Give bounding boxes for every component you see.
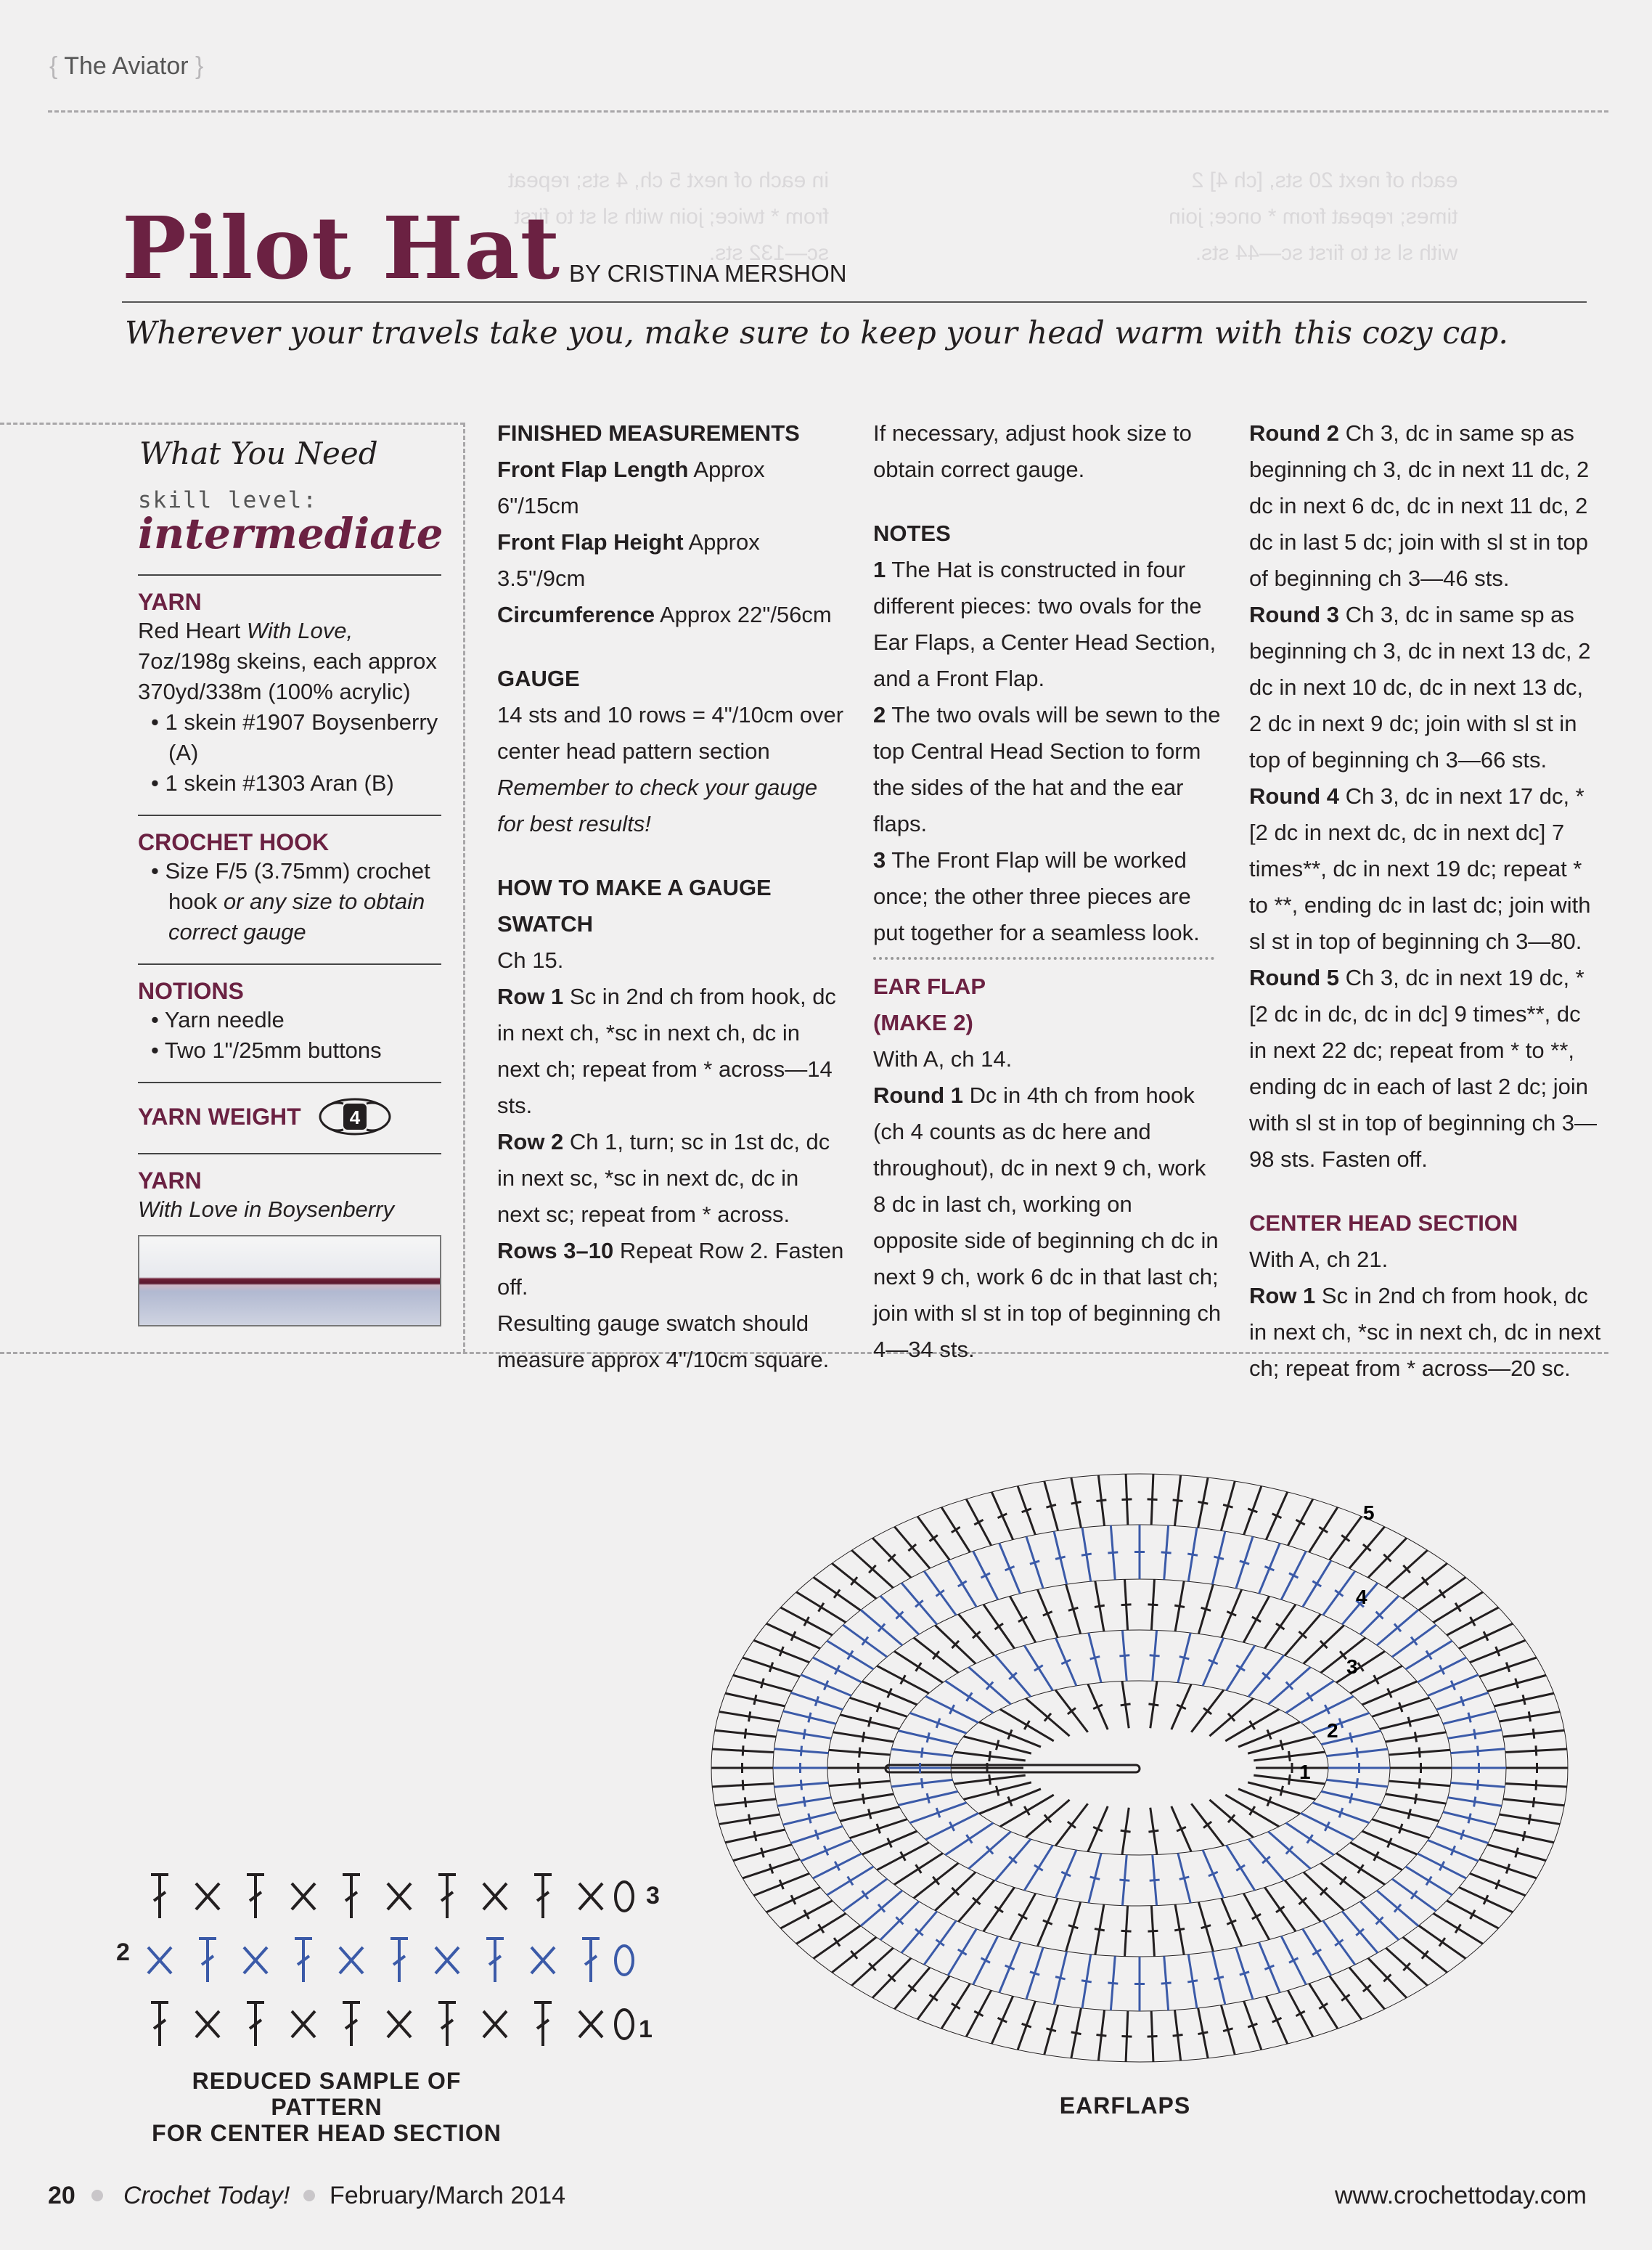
dc-bar: [1173, 1500, 1183, 1501]
gauge-text: 14 sts and 10 rows = 4"/10cm over center head pattern section: [497, 702, 844, 764]
dc-bar: [1179, 1877, 1190, 1879]
yarn-weight-row: [138, 1096, 441, 1137]
divider: [138, 963, 441, 965]
row-label-1: 1: [639, 2015, 653, 2043]
dc-bar: [1148, 1830, 1158, 1832]
dc-stitch-symbol: [247, 1875, 264, 1918]
dc-bar: [1108, 1552, 1118, 1553]
ear-flap-heading: EAR FLAP: [873, 974, 986, 999]
round-label-3: 3: [1346, 1655, 1358, 1678]
dc-bar: [1068, 1607, 1078, 1610]
dc-bar: [1055, 1557, 1066, 1559]
dc-bar: [869, 1809, 871, 1819]
dc-stitch-symbol: [486, 1939, 504, 1982]
ear-flap-subheading: (MAKE 2): [873, 1010, 973, 1035]
dc-bar: [966, 1692, 972, 1701]
front-flap-length: Front Flap Length Approx 6"/15cm: [497, 457, 765, 518]
dc-stitch-symbol: [534, 2002, 552, 2046]
dc-bar: [1399, 1824, 1402, 1833]
dc-bar: [1030, 1561, 1039, 1564]
swatch-row-1: Row 1 Sc in 2nd ch from hook, dc in next ch, *sc in next ch, dc in next ch; repeat from * across—14 sts.: [497, 984, 836, 1118]
what-you-need-heading: What You Need: [139, 436, 378, 471]
page-number: 20: [48, 2182, 75, 2209]
dc-bar: [1468, 1814, 1471, 1824]
dc-bar: [1506, 1864, 1509, 1873]
round-label-4: 4: [1356, 1586, 1367, 1608]
gauge-heading: GAUGE: [497, 666, 580, 691]
ear-flap-round-2: Round 2 Ch 3, dc in same sp as beginning ch 3, dc in next 11 dc, 2 dc in next 6 dc, dc in next 11 dc, 2 dc in last 5 dc; join with sl st in top of beginning ch 3—46 sts.: [1249, 420, 1590, 591]
skill-level-label: skill level:: [138, 487, 318, 513]
subtitle: Wherever your travels take you, make sure to keep your head warm with this cozy cap.: [125, 315, 1509, 351]
ear-flap-round-4: Round 4 Ch 3, dc in next 17 dc, *[2 dc in next dc, dc in next dc] 7 times**, dc in next 19 dc; repeat * to **, ending dc in last dc; join with sl st in top of beginning ch 3—80.: [1249, 783, 1591, 954]
dc-bar: [1289, 1751, 1291, 1761]
swatch-rows-3-10: Rows 3–10 Repeat Row 2. Fasten off.: [497, 1238, 844, 1300]
dc-bar: [1150, 1655, 1160, 1656]
crochet-hook-heading: CROCHET HOOK: [138, 829, 330, 855]
dc-bar: [769, 1663, 772, 1672]
center-head-heading: CENTER HEAD SECTION: [1249, 1210, 1518, 1236]
ear-flap-chain: With A, ch 14.: [873, 1046, 1013, 1072]
dc-bar: [1408, 1717, 1410, 1727]
dc-bar: [1223, 1504, 1232, 1507]
dc-bar: [1119, 1655, 1129, 1656]
dc-bar: [859, 1748, 860, 1758]
dc-bar: [862, 1891, 868, 1899]
dc-stitch-symbol: [390, 1939, 408, 1982]
dotted-divider: [873, 957, 1214, 960]
dc-bar: [769, 1864, 772, 1873]
dc-bar: [922, 1778, 923, 1788]
notions-bullet: • Yarn needle: [151, 1007, 285, 1032]
dc-bar: [809, 1814, 811, 1824]
dc-bar: [803, 1797, 805, 1807]
dc-bar: [966, 1835, 972, 1843]
dc-stitch-symbol: [247, 2002, 264, 2046]
dc-bar: [1187, 1554, 1198, 1555]
dc-stitch-symbol: [151, 1875, 168, 1918]
dc-bar: [1415, 1732, 1416, 1742]
dc-bar: [995, 1623, 1003, 1629]
sc-stitch-symbol: [292, 2011, 315, 2037]
dc-bar: [1536, 1780, 1537, 1790]
dc-stitch-symbol: [343, 1875, 360, 1918]
dc-bar: [1523, 1695, 1525, 1705]
column-rounds: [1249, 415, 1601, 1387]
dc-bar: [869, 1717, 871, 1727]
bleed-through-text: each of next 20 sts, [ch 4] 2 times; repeat from * once; join with sl st to first sc—44 sts.: [1169, 168, 1458, 265]
dc-bar: [1408, 1809, 1410, 1819]
column-measurements: [497, 415, 846, 1378]
row-label-2: 2: [116, 1939, 130, 1966]
dc-bar: [1121, 1830, 1131, 1832]
dc-bar: [748, 1814, 750, 1825]
round-label-1: 1: [1299, 1761, 1311, 1783]
sc-stitch-symbol: [436, 1947, 459, 1973]
turning-chain: [616, 1946, 633, 1975]
page-title: Pilot Hat: [122, 197, 561, 298]
sc-stitch-symbol: [340, 1947, 363, 1973]
dc-bar: [1081, 1981, 1092, 1982]
dc-bar: [936, 1940, 944, 1946]
website-url: www.crochettoday.com: [1334, 2182, 1587, 2209]
ear-flap-round-1: Round 1 Dc in 4th ch from hook (ch 4 counts as dc here and throughout), dc in next 9 ch, work 8 dc in last ch, working on opposite side of beginning ch dc in next 9 ch, work 6 dc in that last ch; join with sl st in top of beginning ch 4—34 sts.: [873, 1083, 1222, 1362]
sc-stitch-symbol: [483, 2011, 507, 2037]
dc-bar: [1198, 1501, 1209, 1504]
dc-bar: [1095, 1929, 1105, 1931]
dc-stitch-symbol: [295, 1939, 312, 1982]
sidebar-border-right: [463, 423, 465, 1353]
sc-stitch-symbol: [292, 1883, 315, 1909]
dc-bar: [1350, 1732, 1352, 1742]
dc-stitch-symbol: [438, 2002, 456, 2046]
dc-bar: [1280, 1786, 1283, 1796]
dc-bar: [1516, 1848, 1518, 1858]
dc-bar: [1439, 1589, 1445, 1597]
sc-stitch-symbol: [579, 1883, 602, 1909]
yarn-weight-icon: [317, 1096, 393, 1137]
dc-bar: [1529, 1711, 1530, 1721]
skill-level-value: intermediate: [138, 509, 443, 558]
sc-stitch-symbol: [388, 2011, 411, 2037]
hook-bullet: • Size F/5 (3.75mm) crochet hook or any size to obtain correct gauge: [151, 858, 430, 945]
dc-bar: [1174, 1605, 1185, 1607]
dc-bar: [1240, 1972, 1249, 1975]
dc-bar: [1174, 1929, 1185, 1931]
dc-bar: [1419, 1748, 1420, 1758]
dc-bar: [1335, 1940, 1343, 1946]
earflap-rounds: [711, 1474, 1568, 2062]
dc-bar: [996, 1786, 998, 1796]
dc-bar: [1095, 1605, 1105, 1607]
dc-bar: [1307, 1692, 1313, 1701]
dc-bar: [1474, 1797, 1476, 1807]
title-rule: [122, 301, 1587, 303]
dc-bar: [1523, 1831, 1525, 1841]
dc-bar: [1533, 1729, 1534, 1739]
section-tag: { The Aviator }: [49, 52, 204, 80]
earflap-stitch-chart: [697, 1448, 1582, 2087]
turning-chain: [616, 1882, 633, 1911]
ear-flap-round-5: Round 5 Ch 3, dc in next 19 dc, *[2 dc in dc, dc in dc] 9 times**, dc in next 22 dc; repeat from * to **, ending dc in each of last 2 dc; join with sl st in top of beginning ch 3—98 sts. Fasten off.: [1249, 965, 1598, 1172]
dc-bar: [1411, 1891, 1417, 1899]
round-label-5: 5: [1363, 1501, 1375, 1524]
dc-bar: [862, 1636, 868, 1644]
divider: [138, 574, 441, 576]
sc-stitch-symbol: [196, 2011, 219, 2037]
dc-bar: [1474, 1729, 1476, 1740]
dc-bar: [1161, 1983, 1171, 1984]
footer-bullet: [91, 2190, 103, 2201]
dc-bar: [1516, 1679, 1518, 1689]
center-head-chain: With A, ch 21.: [1249, 1247, 1389, 1272]
sc-stitch-symbol: [483, 1883, 507, 1909]
dc-bar: [761, 1679, 764, 1689]
dc-bar: [1280, 1740, 1283, 1750]
sc-stitch-symbol: [531, 1947, 555, 1973]
dc-bar: [1214, 1557, 1224, 1559]
note-2: 2 The two ovals will be sewn to the top Central Head Section to form the sides of the hat and the ear flaps.: [873, 702, 1221, 836]
dc-bar: [877, 1703, 880, 1712]
note-3: 3 The Front Flap will be worked once; the other three pieces are put together for a seamless look.: [873, 847, 1200, 945]
dc-bar: [927, 1793, 929, 1803]
dc-bar: [1090, 1877, 1100, 1879]
dc-bar: [1240, 1561, 1249, 1564]
dc-stitch-symbol: [343, 2002, 360, 2046]
dc-bar: [754, 1695, 756, 1705]
dc-bar: [862, 1794, 864, 1804]
yarn-swatch-heading: YARN: [138, 1167, 202, 1194]
ear-flap-round-3: Round 3 Ch 3, dc in same sp as beginning ch 3, dc in next 13 dc, 2 dc in next 10 dc, dc in next 13 dc, 2 dc in next 9 dc; join with sl st in top of beginning ch 3—66 sts.: [1249, 602, 1591, 773]
sidebar-border-top: [0, 423, 465, 425]
dc-bar: [1161, 1552, 1171, 1553]
dc-bar: [815, 1830, 818, 1839]
dc-stitch-symbol: [534, 1875, 552, 1918]
center-head-stitch-chart: [109, 1866, 675, 2055]
dc-bar: [761, 1848, 764, 1858]
header-divider: [48, 110, 1608, 113]
dc-bar: [1460, 1830, 1463, 1839]
dc-bar: [1419, 1778, 1420, 1788]
sc-stitch-symbol: [196, 1883, 219, 1909]
notions-heading: NOTIONS: [138, 978, 244, 1004]
dc-stitch-symbol: [151, 2002, 168, 2046]
swatch-row-2: Row 2 Ch 1, turn; sc in 1st dc, dc in next sc, *sc in next dc, dc in next sc; repeat from * across.: [497, 1129, 830, 1227]
swatch-chain: Ch 15.: [497, 947, 564, 973]
dc-bar: [1179, 1657, 1190, 1659]
finished-measurements-heading: FINISHED MEASUREMENTS: [497, 420, 800, 446]
earflap-chart-caption: EARFLAPS: [1059, 2092, 1191, 2119]
dc-bar: [1198, 2032, 1209, 2034]
small-chart-caption: REDUCED SAMPLE OF PATTERN FOR CENTER HEAD SECTION: [152, 2068, 502, 2146]
dc-bar: [927, 1732, 929, 1742]
dc-bar: [1030, 1972, 1039, 1975]
magazine-name: Crochet Today!: [123, 2182, 290, 2209]
dc-bar: [995, 1907, 1003, 1912]
dc-bar: [936, 1590, 944, 1596]
dc-bar: [1307, 1835, 1313, 1843]
dc-bar: [1415, 1794, 1416, 1804]
dc-bar: [815, 1696, 818, 1705]
dc-bar: [1350, 1793, 1352, 1803]
sc-stitch-symbol: [579, 2011, 602, 2037]
stitch-rows: [148, 1875, 633, 2046]
dc-bar: [834, 1589, 840, 1597]
dc-bar: [1071, 2032, 1081, 2034]
turning-chain: [616, 2010, 633, 2039]
gauge-note: Remember to check your gauge for best results!: [497, 775, 818, 836]
sc-stitch-symbol: [244, 1947, 267, 1973]
dc-bar: [1096, 1500, 1106, 1501]
divider: [138, 815, 441, 816]
dc-bar: [1399, 1703, 1402, 1712]
divider: [138, 1082, 441, 1083]
dc-bar: [1121, 1704, 1131, 1705]
row-label-3: 3: [646, 1882, 660, 1909]
dc-bar: [1460, 1696, 1463, 1705]
yarn-weight-heading: YARN WEIGHT: [138, 1103, 301, 1130]
dc-bar: [1055, 1977, 1066, 1979]
dc-bar: [1289, 1774, 1291, 1785]
dc-bar: [748, 1711, 750, 1721]
round-label-2: 2: [1327, 1719, 1338, 1742]
dc-bar: [1201, 1925, 1211, 1928]
dc-bar: [862, 1732, 864, 1742]
dc-bar: [859, 1778, 860, 1788]
front-flap-height: Front Flap Height Approx 3.5"/9cm: [497, 529, 760, 591]
issue-date: February/March 2014: [330, 2182, 566, 2209]
dc-stitch-symbol: [582, 1939, 600, 1982]
yarn-swatch-caption: With Love in Boysenberry: [138, 1197, 394, 1222]
dc-bar: [803, 1729, 805, 1740]
dc-bar: [1468, 1713, 1471, 1723]
footer-bullet: [303, 2190, 315, 2201]
dc-stitch-symbol: [438, 1875, 456, 1918]
adjust-hook-note: If necessary, adjust hook size to obtain correct gauge.: [873, 420, 1192, 482]
swatch-result: Resulting gauge swatch should measure approx 4"/10cm square.: [497, 1311, 830, 1372]
dc-bar: [1335, 1590, 1343, 1596]
dc-bar: [1046, 2029, 1055, 2031]
dc-bar: [834, 1938, 840, 1946]
bleed-through-text: in each of next 5 ch, 4 sts; repeat from * twice; join with sl st to first sc—132 sts.: [508, 168, 829, 265]
dc-bar: [1439, 1938, 1445, 1946]
dc-bar: [1173, 2034, 1183, 2036]
dc-stitch-symbol: [199, 1939, 216, 1982]
dc-bar: [1478, 1780, 1479, 1790]
dc-bar: [1223, 2029, 1232, 2031]
sc-stitch-symbol: [148, 1947, 171, 1973]
dc-bar: [877, 1824, 880, 1833]
notes-heading: NOTES: [873, 521, 951, 546]
dc-bar: [1071, 1501, 1081, 1504]
note-1: 1 The Hat is constructed in four different pieces: two ovals for the Ear Flaps, a Center Head Section, and a Front Flap.: [873, 557, 1216, 691]
dc-bar: [1357, 1778, 1358, 1788]
dc-bar: [922, 1748, 923, 1758]
dc-bar: [1536, 1745, 1537, 1756]
notions-bullet: • Two 1"/25mm buttons: [151, 1038, 382, 1063]
dc-bar: [1148, 1499, 1158, 1500]
dc-bar: [1081, 1554, 1092, 1555]
dc-bar: [1478, 1746, 1479, 1756]
dc-bar: [989, 1751, 991, 1761]
dc-bar: [1068, 1925, 1078, 1928]
circumference: Circumference Approx 22"/56cm: [497, 602, 832, 627]
yarn-description: Red Heart With Love, 7oz/198g skeins, each approx 370yd/338m (100% acrylic): [138, 618, 437, 704]
dc-bar: [1533, 1797, 1534, 1807]
column-notes: [873, 415, 1222, 1368]
dc-bar: [1411, 1636, 1417, 1644]
yarn-swatch-image: [138, 1235, 441, 1326]
dc-bar: [1096, 2034, 1106, 2036]
sc-stitch-symbol: [388, 1883, 411, 1909]
dc-bar: [754, 1831, 756, 1841]
yarn-bullet: • 1 skein #1303 Aran (B): [151, 770, 394, 796]
dc-bar: [1276, 1623, 1284, 1629]
what-you-need-panel: [138, 436, 441, 1326]
dc-bar: [1529, 1814, 1530, 1825]
dc-bar: [1214, 1977, 1224, 1979]
dc-bar: [1506, 1663, 1509, 1672]
dc-bar: [1187, 1981, 1198, 1982]
dc-bar: [1276, 1907, 1284, 1912]
dc-bar: [989, 1774, 991, 1785]
yarn-weight-number: 4: [349, 1106, 360, 1128]
dc-bar: [1148, 1704, 1158, 1705]
divider: [138, 1153, 441, 1154]
dc-bar: [809, 1713, 811, 1723]
dc-bar: [1046, 1504, 1055, 1507]
dc-bar: [1090, 1657, 1100, 1659]
byline: BY CRISTINA MERSHON: [569, 260, 847, 287]
yarn-heading: YARN: [138, 589, 202, 615]
dc-bar: [1121, 1499, 1132, 1500]
dc-bar: [1108, 1983, 1118, 1984]
dc-bar: [1357, 1748, 1358, 1758]
dc-bar: [1201, 1607, 1211, 1610]
dc-bar: [996, 1740, 998, 1750]
center-head-row-1: Row 1 Sc in 2nd ch from hook, dc in next ch, *sc in next ch, dc in next ch; repeat from * across—20 sc.: [1249, 1283, 1601, 1381]
gauge-swatch-heading: HOW TO MAKE A GAUGE SWATCH: [497, 875, 772, 937]
yarn-bullet: • 1 skein #1907 Boysenberry (A): [151, 709, 438, 765]
